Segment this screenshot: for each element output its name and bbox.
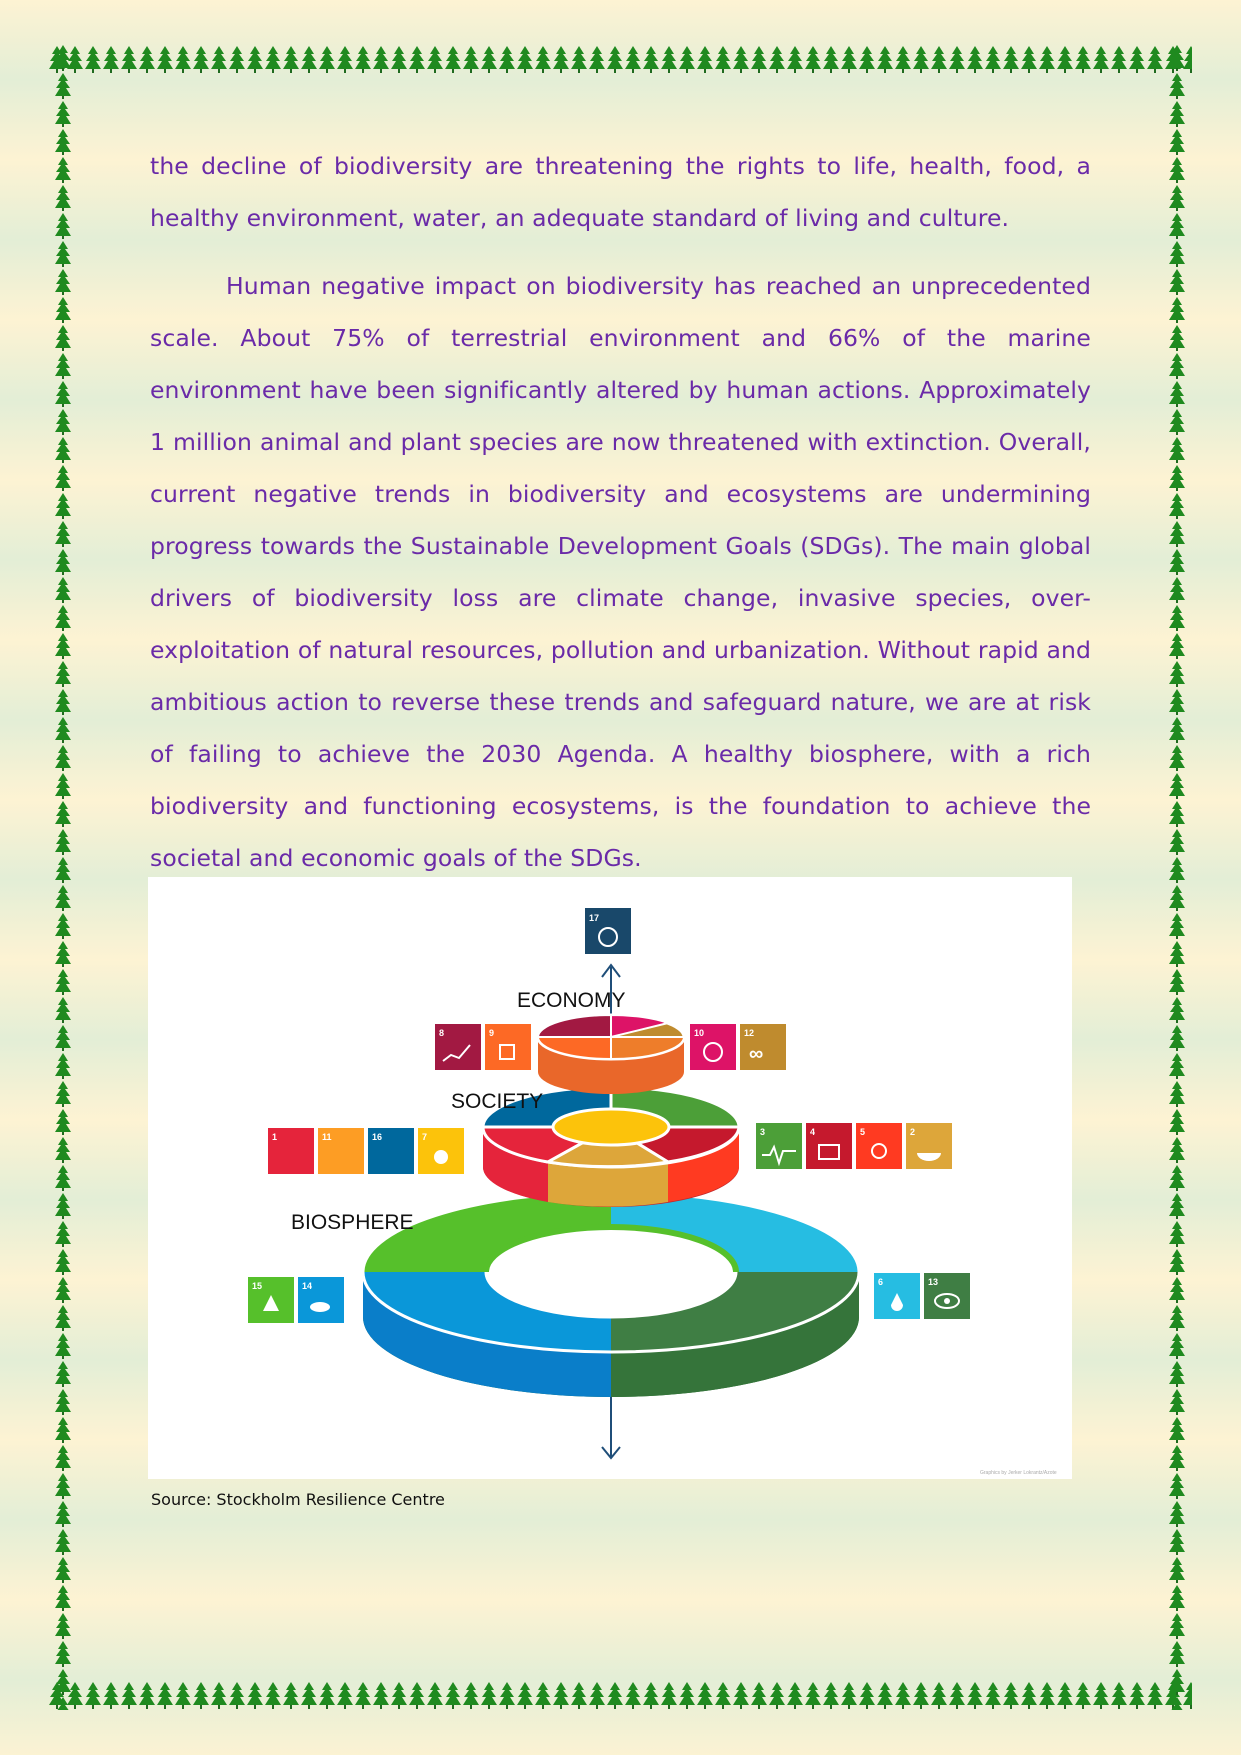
sdg-10-icon (690, 1024, 736, 1070)
sdg-2-icon (906, 1123, 952, 1169)
society-label: SOCIETY (451, 1090, 544, 1113)
sdg-wedding-cake-figure (148, 877, 1072, 1479)
svg-text:6: 6 (878, 1277, 884, 1287)
svg-text:13: 13 (928, 1277, 939, 1287)
svg-text:15: 15 (252, 1281, 263, 1291)
sdg-8-icon (435, 1024, 481, 1070)
sdg-14-icon (298, 1277, 344, 1323)
svg-text:11: 11 (322, 1132, 332, 1142)
svg-text:10: 10 (694, 1028, 705, 1038)
sdg-11-icon (318, 1128, 364, 1174)
sdg-17-icon (585, 908, 631, 954)
svg-text:12: 12 (744, 1028, 755, 1038)
svg-text:3: 3 (760, 1127, 766, 1137)
svg-text:5: 5 (860, 1127, 866, 1137)
svg-text:17: 17 (589, 913, 600, 923)
tree-border-bottom (48, 1680, 1192, 1710)
svg-text:14: 14 (302, 1281, 313, 1291)
sdg-4-icon (806, 1123, 852, 1169)
biosphere-ring (363, 1192, 859, 1397)
sdg-15-icon (248, 1277, 294, 1323)
biosphere-label: BIOSPHERE (291, 1211, 414, 1234)
sdg-5-icon (856, 1123, 902, 1169)
sdg-12-icon (740, 1024, 786, 1070)
sdg-6-icon (874, 1273, 920, 1319)
sdg-7-icon (418, 1128, 464, 1174)
svg-text:9: 9 (489, 1028, 495, 1038)
sdg-1-icon (268, 1128, 314, 1174)
svg-text:4: 4 (810, 1127, 816, 1137)
svg-text:1: 1 (272, 1132, 278, 1142)
graphics-credit: Graphics by Jerker Lokrantz/Azote (980, 1470, 1057, 1476)
svg-text:8: 8 (439, 1028, 445, 1038)
body-text (150, 140, 1091, 884)
tree-border-left (48, 44, 78, 1710)
figure-caption: Source: Stockholm Resilience Centre (151, 1490, 445, 1509)
sdg-13-icon (924, 1273, 970, 1319)
sdg-16-icon (368, 1128, 414, 1174)
economy-label: ECONOMY (517, 989, 626, 1012)
svg-text:∞: ∞ (749, 1043, 764, 1065)
sdg-3-icon (756, 1123, 802, 1169)
economy-ring (538, 1015, 684, 1094)
paragraph-1: the decline of biodiversity are threatening the rights to life, health, food, a healthy environment, water, an adequate standard of living and culture. (150, 152, 1091, 232)
tree-border-right (1162, 44, 1192, 1710)
svg-text:2: 2 (910, 1127, 916, 1137)
tree-border-top (48, 44, 1192, 74)
sdg-9-icon (485, 1024, 531, 1070)
svg-text:16: 16 (372, 1132, 383, 1142)
paragraph-2: Human negative impact on biodiversity has reached an unprecedented scale. About 75% of terrestrial environment and 66% of the marine environment have been significantly altered by human actions. Approximately 1 million animal and plant species are now threatened with extinction. Overall, current negative trends in biodiversity and ecosystems are undermining progress towards the Sustainable Development Goals (SDGs). The main global drivers of biodiversity loss are climate change, invasive species, over-exploitation of natural resources, pollution and urbanization. Without rapid and ambitious action to reverse these trends and safeguard nature, we are at risk of failing to achieve the 2030 Agenda. A healthy biosphere, with a rich biodiversity and functioning ecosystems, is the foundation to achieve the societal and economic goals of the SDGs. (150, 272, 1091, 872)
svg-text:7: 7 (422, 1132, 428, 1142)
